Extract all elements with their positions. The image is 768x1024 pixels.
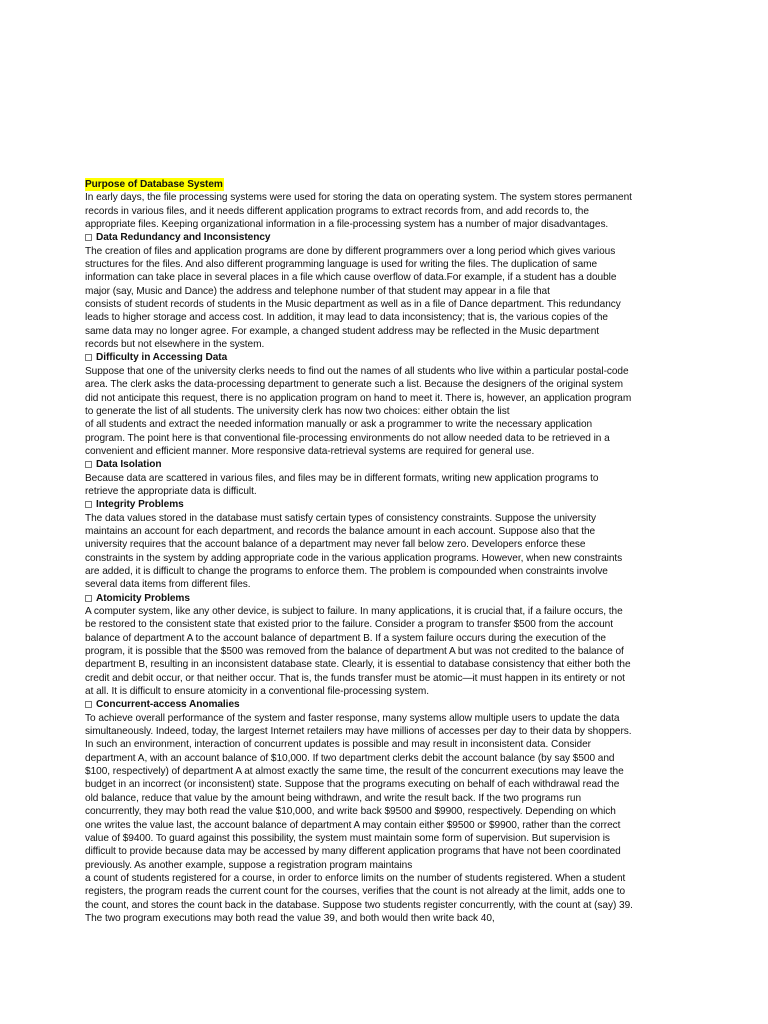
paragraph-line: consists of student records of students in the Music department as well as in a file of Dance department. This redundancy [85,299,621,311]
section-concurrent-access [85,698,710,925]
section-heading-text: Integrity Problems [96,499,184,511]
section-heading [85,498,710,511]
paragraph-line: registers, the program reads the current count for the courses, verifies that the count is not already at the limit, adds one to [85,886,626,898]
paragraph-line: $100, respectively) of department A at almost exactly the same time, the result of the concurrent executions may leave the [85,766,624,778]
paragraph-line: constraints in the system by adding appropriate code in the various application programs. However, when new constraints [85,552,623,564]
paragraph-line: records in various files, and it needs different application programs to extract records from, and add records to, the [85,205,589,217]
paragraph-line: Because data are scattered in various files, and files may be in different formats, writing new application programs to [85,472,599,484]
paragraph-line: one writes the value last, the account balance of department A may contain either $9500 or $9900, rather than the correct [85,819,621,831]
bullet-box-icon [85,501,92,508]
paragraph-line: The data values stored in the database must satisfy certain types of consistency constraints. Suppose the university [85,512,596,524]
intro-paragraph [85,191,710,231]
document-title: Purpose of Database System [85,179,223,190]
paragraph-line: The creation of files and application programs are done by different programmers over a long period which gives various [85,245,616,257]
bullet-box-icon [85,701,92,708]
paragraph-line: In such an environment, interaction of concurrent updates is possible and may result in inconsistent data. Consider [85,739,591,751]
paragraph-line: major (say, Music and Dance) the address and telephone number of that student may appear in a file that [85,285,550,297]
paragraph-line: program. The point here is that conventional file-processing environments do not allow needed data to be retrieved in a [85,432,610,444]
section-heading [85,231,710,244]
paragraph-line: A computer system, like any other device, is subject to failure. In many applications, it is crucial that, if a failure occurs, the [85,606,623,617]
paragraph-line: Suppose that one of the university clerks needs to find out the names of all students who live within a particular postal-code [85,365,629,377]
paragraph-line: of all students and extract the needed information manually or ask a programmer to write the necessary application [85,419,593,431]
section-atomicity-problems [85,592,710,699]
paragraph-line: department B, resulting in an inconsistent database state. Clearly, it is essential to database consistency that either both the [85,659,631,671]
paragraph-line: balance of department A to the account balance of department B. If a system failure occurs during the execution of the [85,632,606,644]
section-heading-text: Atomicity Problems [96,592,190,604]
paragraph-line: old balance, reduce that value by the amount being withdrawn, and write the result back. If the two programs run [85,792,582,804]
paragraph-line: previously. As another example, suppose a registration program maintains [85,859,413,871]
paragraph-line: budget in an incorrect (or inconsistent) state. Suppose that the programs executing on behalf of each withdrawal read the [85,779,620,791]
paragraph-line: records but not elsewhere in the system. [85,339,265,351]
paragraph-line: area. The clerk asks the data-processing department to generate such a list. Because the designers of the original system [85,379,624,391]
paragraph-line: a count of students registered for a course, in order to enforce limits on the number of students registered. When a student [85,872,626,884]
paragraph-line: be restored to the consistent state that existed prior to the failure. Consider a program to transfer $500 from the account [85,619,613,631]
paragraph-line: are added, it is difficult to change the programs to enforce them. The problem is compounded when constraints involve [85,565,608,577]
paragraph-line: did not anticipate this request, there is no application program on hand to meet it. There is, however, an application program [85,392,632,404]
section-data-isolation [85,458,710,498]
paragraph-line: same data may no longer agree. For example, a changed student address may be reflected in the Music department [85,325,600,337]
paragraph-line: appropriate files. Keeping organizational information in a file-processing system has a number of major disadvantages. [85,219,609,231]
paragraph-line: department A, with an account balance of $10,000. If two department clerks debit the account balance (by say $500 and [85,752,615,764]
paragraph-line: several data items from different files. [85,579,251,591]
paragraph-line: to generate the list of all students. The university clerk has now two choices: either obtain the list [85,405,510,417]
paragraph-line: difficult to provide because data may be accessed by many different application programs that have not been coordinated [85,846,621,858]
section-heading-text: Data Isolation [96,459,162,471]
section-heading-text: Difficulty in Accessing Data [96,352,228,364]
paragraph-line: retrieve the appropriate data is difficult. [85,485,257,497]
section-heading [85,592,710,605]
document-body [85,178,710,925]
section-heading [85,458,710,471]
section-heading [85,351,710,364]
paragraph-line: the count, and stores the count back in the database. Suppose two students register concurrently, with the count at (say) 39. [85,899,633,911]
paragraph-line: credit and debit occur, or that neither occur. That is, the funds transfer must be atomic—it must happen in its entirety or not [85,672,625,684]
section-heading-text: Concurrent-access Anomalies [96,699,240,711]
bullet-box-icon [85,461,92,468]
section-data-redundancy [85,231,710,351]
paragraph-line: university requires that the account balance of a department may never fall below zero. Developers enforce these [85,539,586,551]
section-integrity-problems [85,498,710,591]
paragraph-line: concurrently, they may both read the value $10,000, and write back $9500 and $9900, respectively. Depending on which [85,806,616,818]
bullet-box-icon [85,234,92,241]
paragraph-line: In early days, the file processing systems were used for storing the data on operating system. The system stores permanent [85,192,632,204]
paragraph-line: at all. It is difficult to ensure atomicity in a conventional file-processing system. [85,686,429,698]
section-heading-text: Data Redundancy and Inconsistency [96,232,271,244]
paragraph-line: value of $9400. To guard against this possibility, the system must maintain some form of supervision. But supervision is [85,832,610,844]
paragraph-line: simultaneously. Indeed, today, the largest Internet retailers may have millions of accesses per day to their data by shoppers. [85,726,632,738]
paragraph-line: convenient and efficient manner. More responsive data-retrieval systems are required for general use. [85,445,535,457]
paragraph-line: To achieve overall performance of the system and faster response, many systems allow multiple users to update the data [85,712,620,724]
bullet-box-icon [85,595,92,602]
bullet-box-icon [85,354,92,361]
section-accessing-data [85,351,710,458]
paragraph-line: leads to higher storage and access cost. In addition, it may lead to data inconsistency; that is, the various copies of the [85,312,608,324]
paragraph-line: structures for the files. And also different programming language is used for writing the files. The duplication of same [85,259,598,271]
paragraph-line: maintains an account for each department, and records the balance amount in each account. Suppose also that the [85,525,596,537]
section-heading [85,698,710,711]
paragraph-line: program, it is possible that the $500 was removed from the balance of department A but was not credited to the balance of [85,646,624,658]
paragraph-line: information can take place in several places in a file which cause overflow of data.For example, if a student has a double [85,272,617,284]
paragraph-line: The two program executions may both read the value 39, and both would then write back 40, [85,912,495,924]
